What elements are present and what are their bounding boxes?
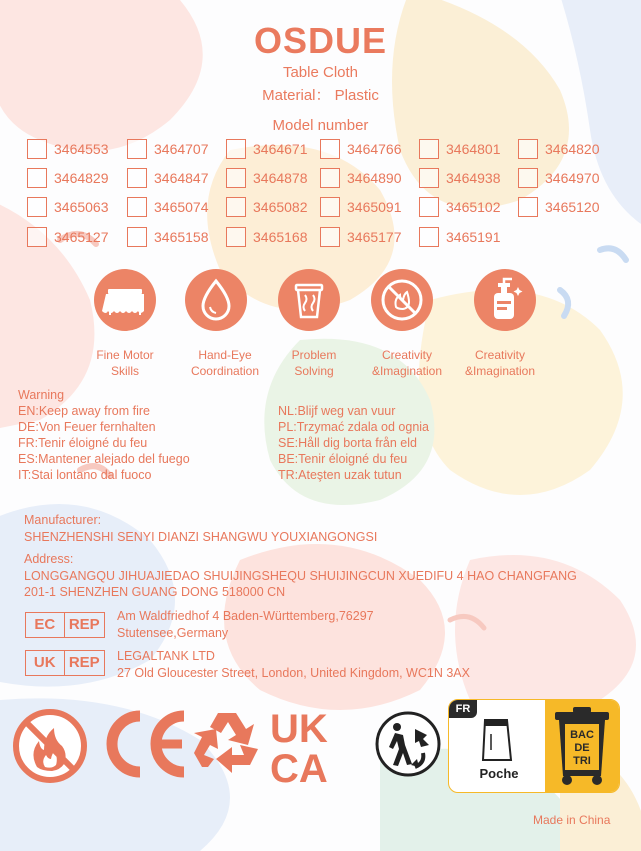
model-checkbox[interactable]: [518, 168, 538, 188]
fr-tag: FR: [449, 700, 477, 718]
model-number: 3465191: [446, 229, 501, 245]
model-checkbox[interactable]: [27, 197, 47, 217]
skill-caption-2-line2: Coordination: [190, 364, 260, 378]
model-checkbox[interactable]: [127, 139, 147, 159]
skill-caption-5: [445, 347, 555, 379]
skill-caption-3-line1: Problem: [291, 348, 337, 362]
address-line-2: 201-1 SHENZHEN GUANG DONG 518000 CN: [24, 585, 286, 599]
model-checkbox[interactable]: [419, 139, 439, 159]
uk-rep-address: 27 Old Gloucester Street, London, United Kingdom, WC1N 3AX: [117, 666, 470, 680]
model-checkbox[interactable]: [27, 227, 47, 247]
warning-nl: NL:Blijf weg van vuur: [278, 404, 396, 418]
model-number: 3465158: [154, 229, 209, 245]
model-number: 3464938: [446, 170, 501, 186]
triman-icon: [373, 709, 443, 779]
model-checkbox[interactable]: [320, 197, 340, 217]
ec-rep-badge-right: REP: [68, 616, 100, 633]
model-checkbox[interactable]: [226, 139, 246, 159]
poche-label: Poche: [479, 766, 519, 781]
uk-rep-badge-right: REP: [68, 654, 100, 671]
model-number: 3465120: [545, 199, 600, 215]
tablecloth-icon: [94, 269, 156, 331]
uk-rep-badge: [25, 650, 105, 676]
address-label: Address:: [24, 552, 74, 566]
model-number: 3465177: [347, 229, 402, 245]
warning-fr: FR:Tenir éloigné du feu: [18, 436, 148, 450]
manufacturer-label: Manufacturer:: [24, 513, 102, 527]
model-number: 3465082: [253, 199, 308, 215]
ukca-top-text: UK: [270, 708, 328, 751]
address-line-1: LONGGANGQU JIHUAJIEDAO SHUIJINGSHEQU SHUIJINGCUN XUEDIFU 4 HAO CHANGFANG: [24, 569, 577, 583]
model-number: 3464878: [253, 170, 308, 186]
model-checkbox[interactable]: [419, 168, 439, 188]
ec-rep-address-2: Stutensee,Germany: [117, 626, 229, 640]
warning-it: IT:Stai lontano dal fuoco: [18, 468, 152, 482]
ukca-mark-icon: [268, 708, 360, 784]
model-checkbox[interactable]: [419, 197, 439, 217]
model-checkbox[interactable]: [127, 227, 147, 247]
model-number: 3465074: [154, 199, 209, 215]
bac-text-1: BAC: [570, 729, 594, 741]
warning-tr: TR:Ateşten uzak tutun: [278, 468, 402, 482]
model-checkbox[interactable]: [518, 139, 538, 159]
warning-left-list: [18, 403, 190, 483]
model-number: 3464847: [154, 170, 209, 186]
model-number: 3465063: [54, 199, 109, 215]
water-drop-icon: [185, 269, 247, 331]
model-number: 3464553: [54, 141, 109, 157]
model-number: 3465168: [253, 229, 308, 245]
soap-bottle-icon: [474, 269, 536, 331]
model-number: 3464766: [347, 141, 402, 157]
warning-right-list: [278, 403, 429, 483]
model-checkbox[interactable]: [320, 168, 340, 188]
model-checkbox[interactable]: [320, 139, 340, 159]
model-number: 3465102: [446, 199, 501, 215]
model-number-heading: Model number: [272, 117, 369, 134]
warning-es: ES:Mantener alejado del fuego: [18, 452, 190, 466]
info-tri-box: [448, 699, 620, 793]
warning-en: EN:Keep away from fire: [18, 404, 150, 418]
warning-se: SE:Håll dig borta från eld: [278, 436, 417, 450]
skill-caption-1-line2: Skills: [110, 364, 139, 378]
model-checkbox[interactable]: [127, 168, 147, 188]
uk-rep-badge-left: UK: [26, 651, 65, 675]
model-checkbox[interactable]: [320, 227, 340, 247]
bac-text-2: DE: [574, 742, 590, 754]
manufacturer-name: SHENZHENSHI SENYI DIANZI SHANGWU YOUXIANGONGSI: [24, 530, 378, 544]
skill-caption-2-line1: Hand-Eye: [198, 348, 252, 362]
ec-rep-badge-left: EC: [26, 613, 65, 637]
no-fire-icon: [371, 269, 433, 331]
warning-title: Warning: [18, 388, 65, 402]
model-checkbox[interactable]: [27, 139, 47, 159]
warning-de: DE:Von Feuer fernhalten: [18, 420, 156, 434]
model-number: 3464671: [253, 141, 308, 157]
ec-rep-badge: [25, 612, 105, 638]
skill-caption-1-line1: Fine Motor: [96, 348, 154, 362]
skill-caption-5-line2: &Imagination: [464, 364, 536, 378]
model-checkbox[interactable]: [127, 197, 147, 217]
model-checkbox[interactable]: [226, 168, 246, 188]
recycling-bin-icon: [551, 706, 613, 786]
recycle-icon: [188, 707, 266, 781]
model-checkbox[interactable]: [226, 197, 246, 217]
model-checkbox[interactable]: [226, 227, 246, 247]
model-checkbox[interactable]: [518, 197, 538, 217]
model-checkbox[interactable]: [27, 168, 47, 188]
model-number: 3464890: [347, 170, 402, 186]
skill-caption-3-line2: Solving: [294, 364, 334, 378]
model-number: 3464970: [545, 170, 600, 186]
ec-rep-address-1: Am Waldfriedhof 4 Baden-Württemberg,76297: [117, 609, 374, 623]
warning-be: BE:Tenir éloigné du feu: [278, 452, 408, 466]
model-number: 3465091: [347, 199, 402, 215]
skill-caption-4-line1: Creativity: [381, 348, 432, 362]
skill-caption-1: [70, 347, 180, 379]
brand-name: OSDUE: [253, 20, 388, 61]
material-line: Material： Plastic: [262, 87, 379, 104]
model-number: 3465127: [54, 229, 109, 245]
model-number: 3464829: [54, 170, 109, 186]
poche-bag-icon: [477, 716, 517, 764]
made-in-label: Made in China: [533, 813, 611, 827]
ce-mark-icon: [102, 708, 190, 780]
model-number: 3464801: [446, 141, 501, 157]
skill-caption-5-line1: Creativity: [474, 348, 525, 362]
model-number: 3464820: [545, 141, 600, 157]
trash-bin-icon: [278, 269, 340, 331]
uk-rep-company: LEGALTANK LTD: [117, 649, 215, 663]
model-number: 3464707: [154, 141, 209, 157]
product-type: Table Cloth: [282, 64, 359, 81]
skill-caption-4-line2: &Imagination: [371, 364, 443, 378]
bac-text-3: TRI: [573, 755, 591, 767]
ukca-bottom-text: CA: [270, 747, 328, 784]
model-checkbox[interactable]: [419, 227, 439, 247]
no-fire-warning-icon: [11, 707, 89, 785]
warning-pl: PL:Trzymać zdala od ognia: [278, 420, 430, 434]
